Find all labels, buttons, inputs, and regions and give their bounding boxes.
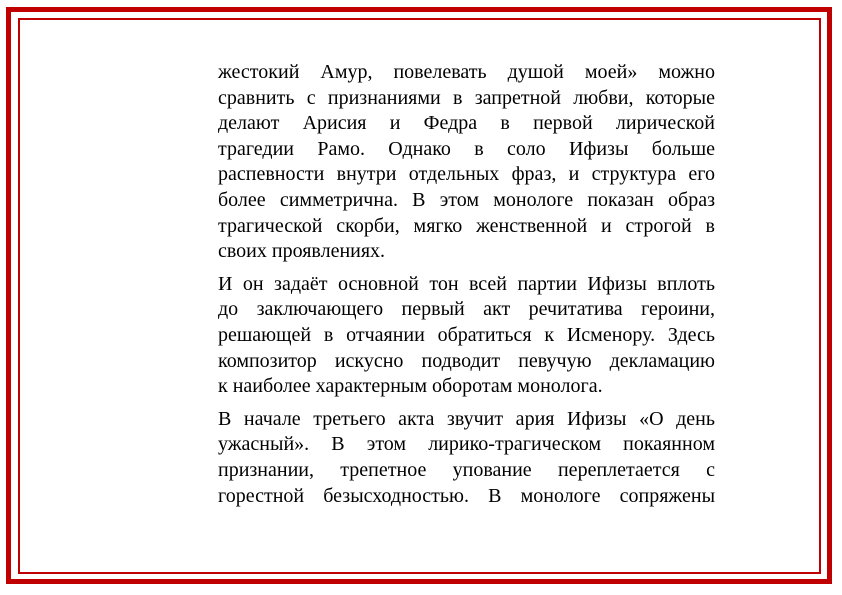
- paragraph-1: [218, 60, 715, 265]
- text-line: ужасный». В этом лирико-трагическом покаянном: [218, 433, 715, 456]
- text-line: трагедии Рамо. Однако в соло Ифизы больше: [218, 137, 715, 160]
- paragraph-2: [218, 272, 715, 400]
- text-line: своих проявлениях.: [218, 240, 386, 263]
- document-body: [218, 60, 715, 516]
- text-line: горестной безысходностью. В монологе сопряжены: [218, 484, 715, 507]
- text-line: В начале третьего акта звучит ария Ифизы «О день: [218, 407, 715, 430]
- text-line: композитор искусно подводит певучую декламацию: [218, 349, 715, 372]
- text-line: распевности внутри отдельных фраз, и структура его: [218, 163, 715, 186]
- text-line: решающей в отчаянии обратиться к Исменору. Здесь: [218, 323, 715, 346]
- text-line: более симметрична. В этом монологе показан образ: [218, 188, 715, 211]
- text-line: И он задаёт основной тон всей партии Ифизы вплоть: [218, 272, 715, 295]
- text-line: трагической скорби, мягко женственной и строгой в: [218, 214, 715, 237]
- text-line: сравнить с признаниями в запретной любви, которые: [218, 86, 715, 109]
- text-line: признании, трепетное упование переплетается с: [218, 458, 715, 481]
- text-line: до заключающего первый акт речитатива героини,: [218, 298, 715, 321]
- text-line: к наиболее характерным оборотам монолога.: [218, 375, 603, 398]
- text-line: делают Арисия и Федра в первой лирической: [218, 112, 715, 135]
- paragraph-3: [218, 407, 715, 509]
- text-line: жестокий Амур, повелевать душой моей» можно: [218, 61, 715, 83]
